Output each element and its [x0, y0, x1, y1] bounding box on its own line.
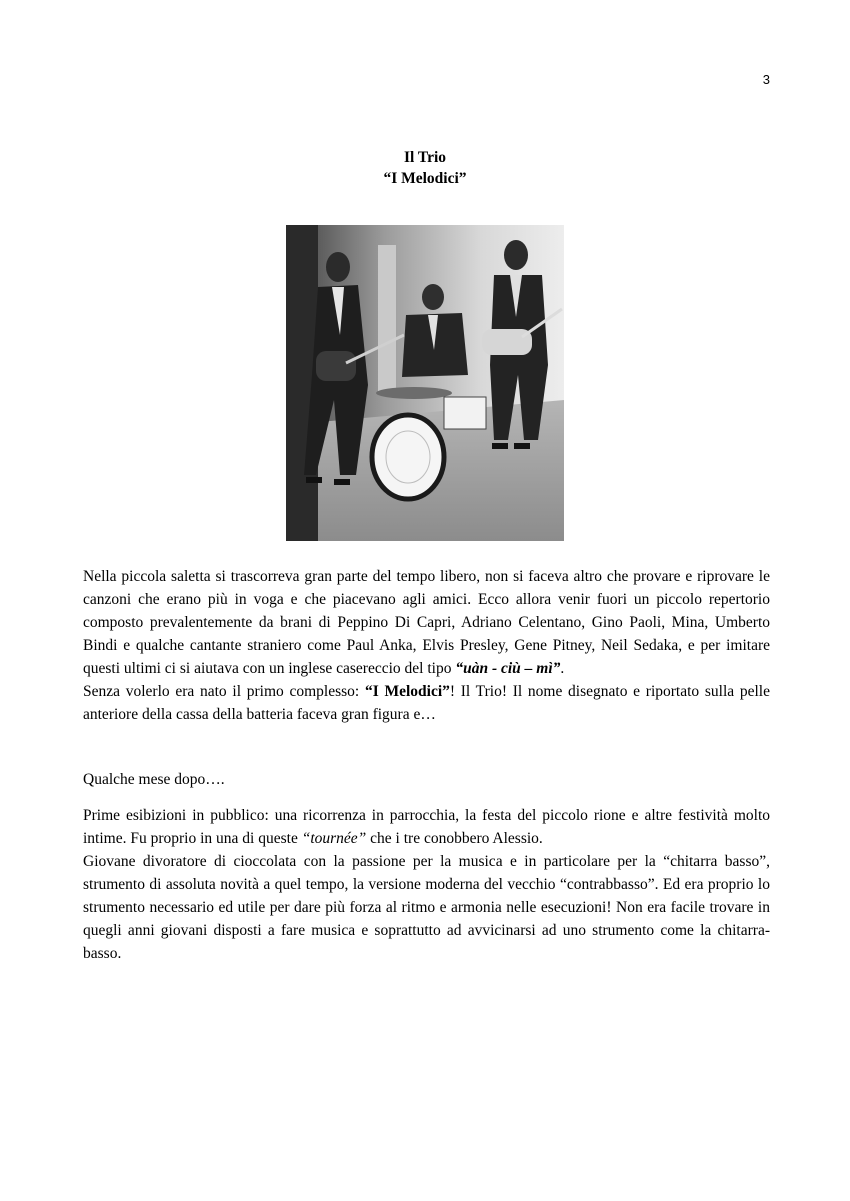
band-photo-image	[286, 225, 564, 541]
page-title	[0, 147, 850, 189]
title-line-2: “I Melodici”	[383, 170, 467, 187]
paragraph-1-line-1	[83, 565, 770, 680]
paragraph-2-text: Qualche mese dopo….	[83, 771, 225, 788]
paragraph-1-text: Nella piccola saletta si trascorreva gran parte del tempo libero, non si faceva altro che provare e riprovare le canzoni che erano più in voga e che piacevano agli amici. Ecco allora venir fuori un piccolo repertorio composto prevalentemente da brani di Peppino Di Capri, Adriano Celentano, Gino Paoli, Mina, Umberto Bindi e qualche cantante straniero come Paul Anka, Elvis Presley, Gene Pitney, Neil Sedaka, e per imitare questi ultimi ci si aiutava con un inglese casereccio del tipo	[83, 568, 770, 677]
title-line-1: Il Trio	[403, 149, 447, 166]
band-name: “I Melodici”	[364, 683, 450, 700]
paragraph-3-end: che i tre conobbero Alessio.	[366, 830, 543, 847]
paragraph-3-line-1	[83, 804, 770, 850]
paragraph-1	[83, 565, 770, 726]
page-number: 3	[762, 72, 770, 87]
paragraph-3-emphasis: “tournée”	[301, 830, 367, 847]
paragraph-3-text: Prime esibizioni in pubblico: una ricorrenza in parrocchia, la festa del piccolo rione e altre festività molto intime. Fu proprio in una di queste	[83, 807, 770, 847]
band-photo	[286, 225, 564, 541]
paragraph-1b-text: Senza volerlo era nato il primo complesso:	[83, 683, 365, 700]
paragraph-1-end: .	[560, 660, 565, 677]
paragraph-3-line-2: Giovane divoratore di cioccolata con la passione per la musica e in particolare per la “chitarra basso”, strumento di assoluta novità a quel tempo, la versione moderna del vecchio “contrabbasso”. Ed era proprio lo strumento necessario ed utile per dare più forza al ritmo e armonia nelle esecuzioni! Non era facile trovare in quegli anni giovani disposti a fare musica e soprattutto ad avvicinarsi ad uno strumento come la chitarra-basso.	[83, 853, 770, 962]
paragraph-3	[83, 804, 770, 965]
paragraph-1b-end: ! Il Trio! Il nome disegnato e riportato sulla pelle anteriore della cassa della batteria faceva gran figura e…	[83, 683, 770, 723]
paragraph-1-emphasis: “uàn - ciù – mì”	[455, 660, 561, 677]
paragraph-1-line-2	[83, 680, 770, 726]
paragraph-2	[83, 768, 770, 791]
